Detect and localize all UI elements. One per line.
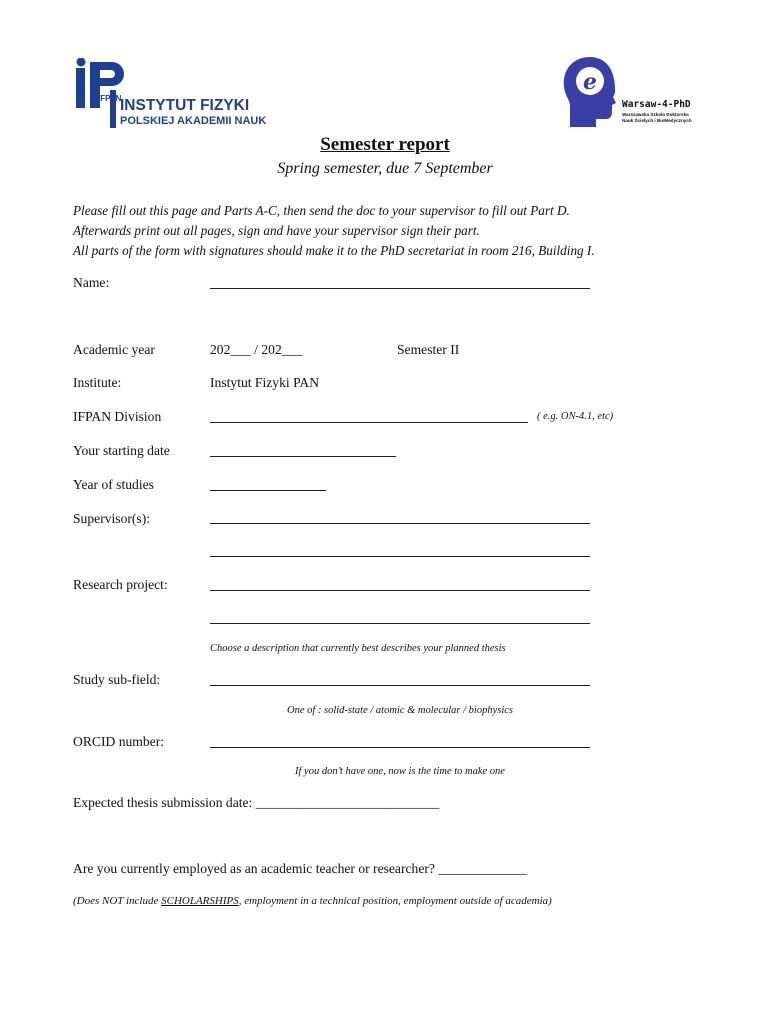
ifpan-logo-line2: POLSKIEJ AKADEMII NAUK xyxy=(120,115,267,127)
year-of-studies-label: Year of studies xyxy=(73,477,154,492)
thesis-date-field[interactable]: Expected thesis submission date: ___________________________ xyxy=(73,795,440,810)
orcid-label: ORCID number: xyxy=(73,734,164,749)
academic-year-label: Academic year xyxy=(73,342,155,357)
employment-footnote xyxy=(73,895,552,907)
starting-date-label: Your starting date xyxy=(73,443,170,458)
w4p-logo-name: Warsaw-4-PhD xyxy=(622,99,691,110)
footnote-emphasis: SCHOLARSHIPS xyxy=(161,895,239,907)
ifpan-logo-mark xyxy=(76,58,276,132)
project-hint: Choose a description that currently best describes your planned thesis xyxy=(210,643,506,654)
research-project-label: Research project: xyxy=(73,577,168,592)
research-project-field-1[interactable] xyxy=(210,590,590,591)
name-field[interactable] xyxy=(210,288,590,289)
year-of-studies-field[interactable] xyxy=(210,490,326,491)
orcid-hint: If you don’t have one, now is the time to make one xyxy=(295,766,505,777)
ifpan-logo-line1: INSTYTUT FIZYKI xyxy=(120,97,250,114)
footnote-suffix: , employment in a technical position, employment outside of academia) xyxy=(238,895,552,907)
instruction-line: Afterwards print out all pages, sign and have your supervisor sign their part. xyxy=(73,223,480,238)
supervisor-field-2[interactable] xyxy=(210,556,590,557)
orcid-field[interactable] xyxy=(210,747,590,748)
head-icon xyxy=(560,55,708,131)
w4p-mark-letter: e xyxy=(583,69,597,95)
institute-value: Instytut Fizyki PAN xyxy=(210,375,320,390)
ifpan-mark-text: IFPAN xyxy=(98,94,122,103)
employment-question[interactable]: Are you currently employed as an academic teacher or researcher? _____________ xyxy=(73,861,527,876)
w4p-logo-line2: Nauk Ścisłych i BioMedycznych xyxy=(622,118,692,123)
starting-date-field[interactable] xyxy=(210,456,396,457)
subfield-field[interactable] xyxy=(210,685,590,686)
instruction-line: All parts of the form with signatures should make it to the PhD secretariat in room 216, Building I. xyxy=(73,243,595,258)
division-field[interactable] xyxy=(210,422,528,423)
name-label: Name: xyxy=(73,275,110,290)
warsaw-4-phd-logo xyxy=(560,55,708,131)
subfield-label: Study sub-field: xyxy=(73,672,161,687)
research-project-field-2[interactable] xyxy=(210,623,590,624)
division-label: IFPAN Division xyxy=(73,409,162,424)
subfield-hint: One of : solid-state / atomic & molecular / biophysics xyxy=(286,705,513,716)
w4p-logo-line1: Warszawska Szkoła Doktorska xyxy=(622,112,689,117)
page-title: Semester report xyxy=(320,134,450,155)
division-hint: ( e.g. ON-4.1, etc) xyxy=(537,411,614,422)
academic-year-field[interactable]: 202___ / 202___ xyxy=(210,342,303,357)
footnote-prefix: (Does NOT include xyxy=(73,895,162,907)
page-subtitle: Spring semester, due 7 September xyxy=(277,160,493,177)
supervisor-field-1[interactable] xyxy=(210,523,590,524)
instruction-line: Please fill out this page and Parts A-C, then send the doc to your supervisor to fill out Part D. xyxy=(73,203,570,218)
supervisors-label: Supervisor(s): xyxy=(73,511,151,526)
instructions xyxy=(73,201,595,261)
institute-label: Institute: xyxy=(73,375,122,390)
semester-value: Semester II xyxy=(397,342,460,357)
ifpan-logo xyxy=(76,58,276,132)
